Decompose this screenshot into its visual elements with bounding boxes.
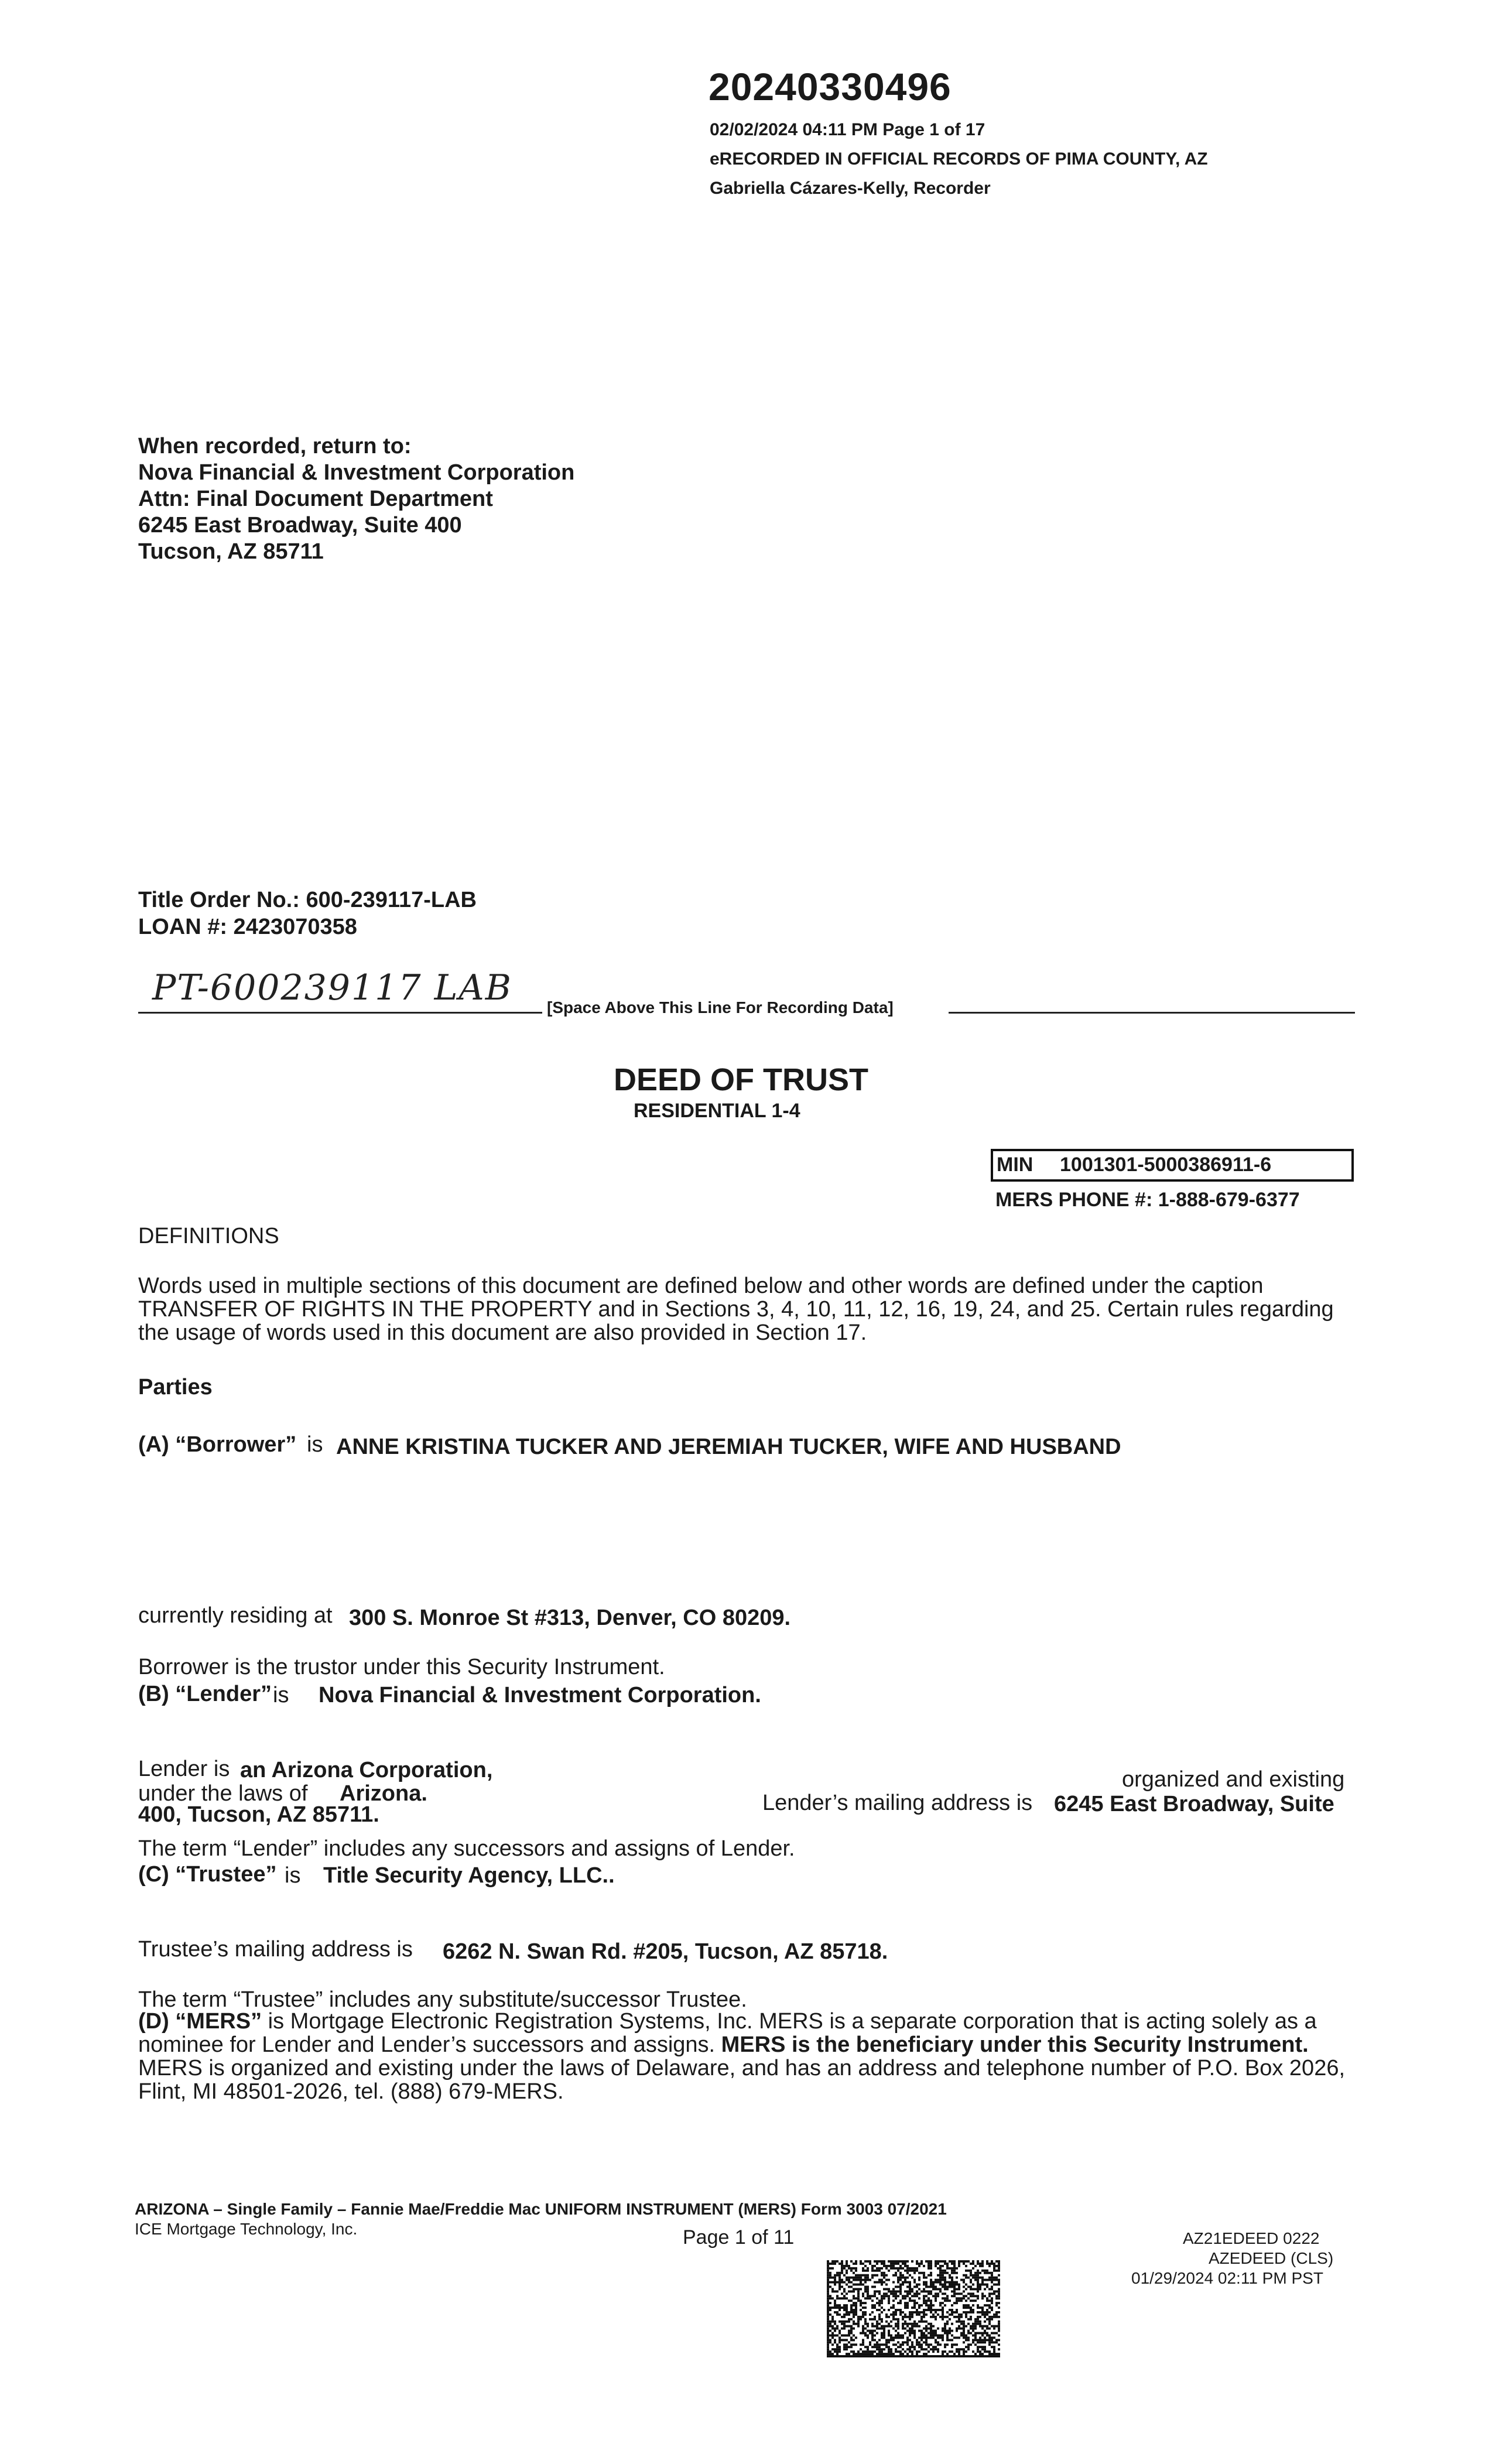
recording-number: 20240330496 (709, 65, 952, 108)
min-value: 1001301-5000386911-6 (1060, 1154, 1272, 1176)
recording-date-page: 02/02/2024 04:11 PM Page 1 of 17 (710, 120, 985, 139)
residing-address: 300 S. Monroe St #313, Denver, CO 80209. (349, 1606, 791, 1630)
mers-paragraph (138, 2010, 1355, 2103)
document-subtitle: RESIDENTIAL 1-4 (634, 1100, 800, 1122)
trustee-is-text: is (285, 1863, 301, 1888)
footer-date: 01/29/2024 02:11 PM PST (1131, 2269, 1323, 2287)
organized-existing-text: organized and existing (1122, 1767, 1345, 1792)
handwritten-order-note: PT-600239117 LAB (152, 967, 512, 1008)
mers-label: (D) “MERS” (138, 2009, 262, 2034)
mers-text-2: MERS is organized and existing under the laws of Delaware, and has an address and telephone number of P.O. Box 2026, Flint, MI 48501-2026, tel. (888) 679-MERS. (138, 2056, 1346, 2104)
return-to-name: Nova Financial & Investment Corporation (138, 460, 575, 485)
definitions-paragraph: Words used in multiple sections of this document are defined below and other words are defined under the caption TRANSFER OF RIGHTS IN THE PROPERTY and in Sections 3, 4, 10, 11, 12, 16, 19, 24, and 25. Certain rules regarding the usage of words used in this document are also provided in Section 17. (138, 1274, 1334, 1345)
borrower-value: ANNE KRISTINA TUCKER AND JEREMIAH TUCKER, WIFE AND HUSBAND (336, 1435, 1121, 1459)
document-title: DEED OF TRUST (614, 1062, 869, 1097)
trustor-statement: Borrower is the trustor under this Security Instrument. (138, 1655, 665, 1679)
footer-form-line: ARIZONA – Single Family – Fannie Mae/Freddie Mac UNIFORM INSTRUMENT (MERS) Form 3003 07/2021 (135, 2200, 947, 2218)
return-to-city: Tucson, AZ 85711 (138, 539, 324, 564)
borrower-is-text: is (307, 1432, 323, 1457)
lender-organization-type: an Arizona Corporation, (240, 1758, 493, 1782)
definitions-heading: DEFINITIONS (138, 1224, 279, 1248)
return-to-street: 6245 East Broadway, Suite 400 (138, 513, 462, 538)
footer-form-code: AZ21EDEED 0222 (1183, 2229, 1320, 2247)
recording-line-right (949, 1012, 1355, 1014)
trustee-mailing-label: Trustee’s mailing address is (138, 1937, 413, 1962)
mers-beneficiary-text: MERS is the beneficiary under this Security Instrument. (721, 2032, 1309, 2057)
footer-form-name: AZEDEED (CLS) (1209, 2249, 1334, 2267)
lender-mailing-label: Lender’s mailing address is (762, 1791, 1033, 1815)
footer-ice: ICE Mortgage Technology, Inc. (135, 2220, 358, 2238)
under-laws-text: under the laws of (138, 1781, 308, 1806)
footer-page-number: Page 1 of 11 (683, 2226, 795, 2249)
barcode-icon (827, 2260, 1000, 2357)
loan-number: LOAN #: 2423070358 (138, 915, 357, 939)
lender-mailing-address: 6245 East Broadway, Suite (1054, 1792, 1334, 1816)
trustee-mailing-address: 6262 N. Swan Rd. #205, Tucson, AZ 85718. (443, 1939, 888, 1964)
title-order-number: Title Order No.: 600-239117-LAB (138, 888, 477, 912)
lender-includes-text: The term “Lender” includes any successors and assigns of Lender. (138, 1836, 795, 1861)
residing-label: currently residing at (138, 1603, 333, 1628)
mers-text-1: is Mortgage Electronic Registration Systems, Inc. MERS is a separate corporation that is acting solely as a nominee for Lender and Lender’s successors and assigns. (138, 2009, 1317, 2057)
trustee-value: Title Security Agency, LLC.. (323, 1863, 615, 1888)
lender-is-text: is (273, 1683, 289, 1707)
mers-phone: MERS PHONE #: 1-888-679-6377 (995, 1189, 1300, 1211)
return-to-attn: Attn: Final Document Department (138, 487, 493, 511)
return-to-heading: When recorded, return to: (138, 434, 412, 458)
trustee-substitute-text: The term “Trustee” includes any substitute/successor Trustee. (138, 1987, 747, 2012)
trustee-label: (C) “Trustee” (138, 1862, 277, 1887)
lender-label: (B) “Lender” (138, 1682, 272, 1706)
lender-mailing-address-cont: 400, Tucson, AZ 85711. (138, 1802, 379, 1827)
space-above-line-label: [Space Above This Line For Recording Data] (547, 998, 894, 1017)
return-to-block (138, 433, 574, 565)
parties-heading: Parties (138, 1375, 213, 1399)
recording-office: eRECORDED IN OFFICIAL RECORDS OF PIMA COUNTY, AZ (710, 149, 1208, 169)
recorder-name: Gabriella Cázares-Kelly, Recorder (710, 179, 991, 198)
under-laws-state: Arizona. (340, 1781, 427, 1806)
recording-line-left (138, 1012, 542, 1014)
min-label: MIN (997, 1154, 1033, 1176)
lender-is-label: Lender is (138, 1757, 230, 1781)
borrower-label: (A) “Borrower” (138, 1432, 297, 1457)
lender-value: Nova Financial & Investment Corporation. (319, 1683, 761, 1707)
